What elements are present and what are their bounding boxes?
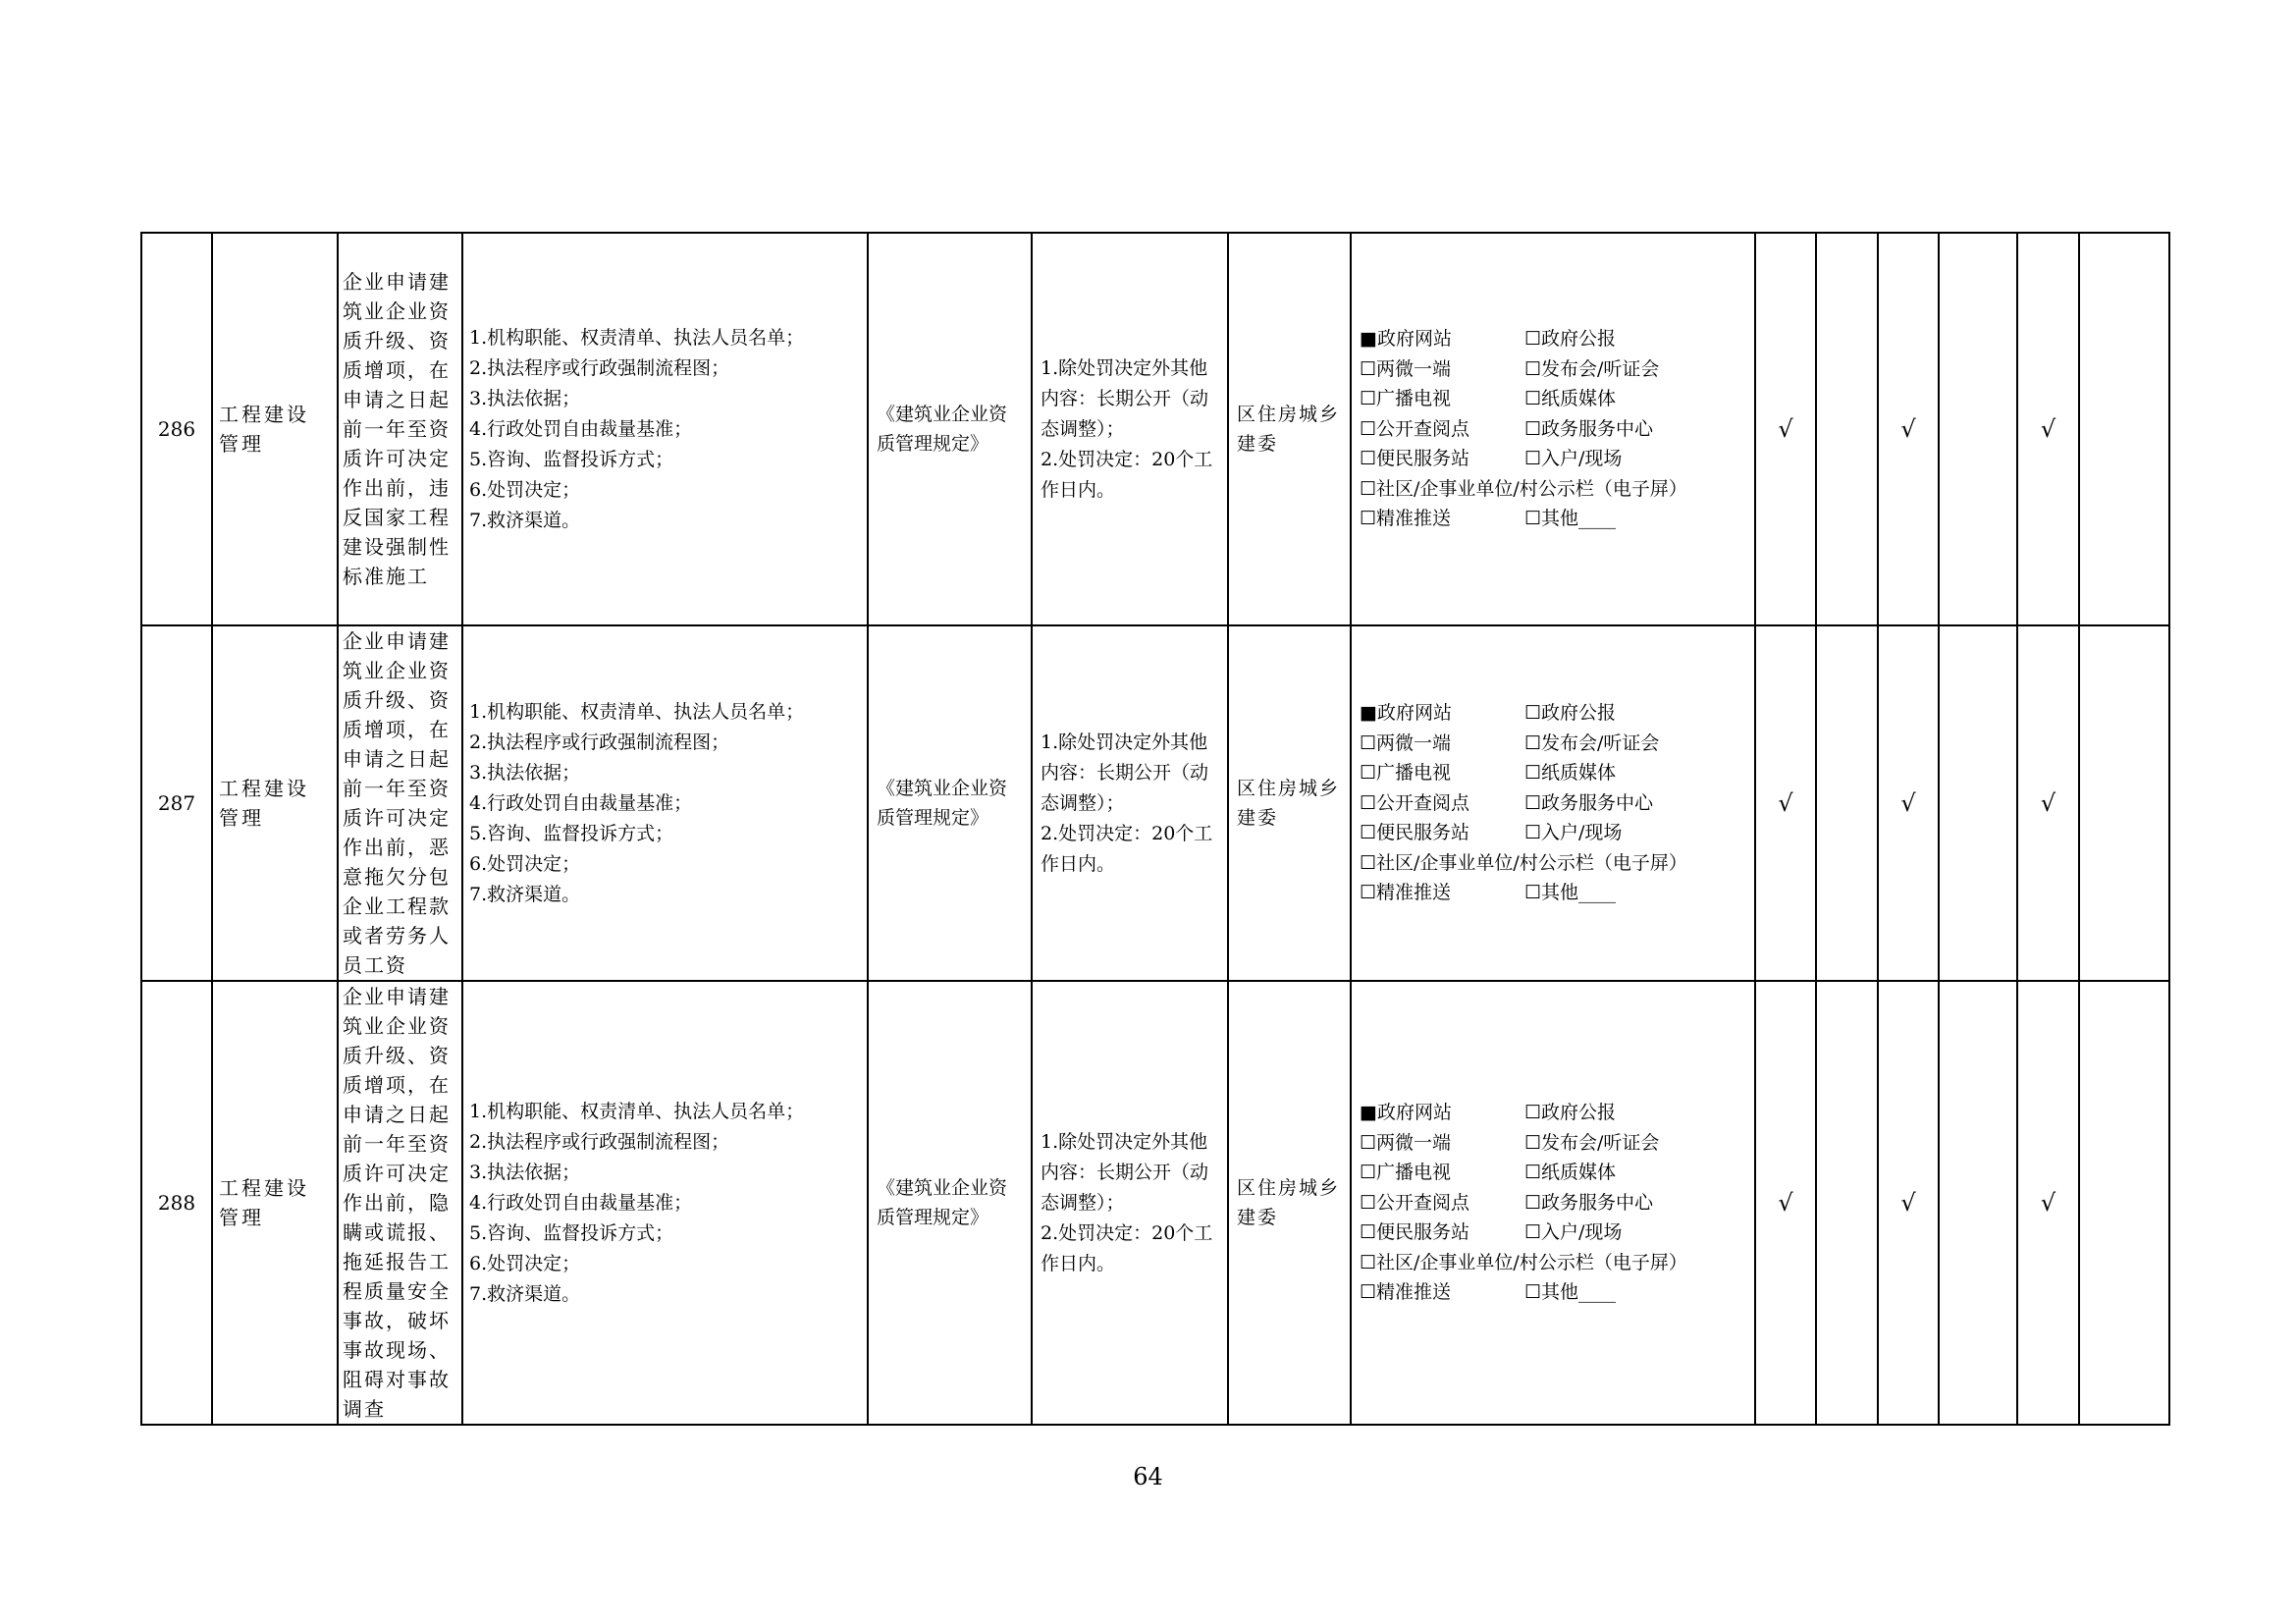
content-item: 1.机构职能、权责清单、执法人员名单； (469, 326, 805, 349)
disclosure-content-cell (462, 233, 868, 625)
time-item: 2.处罚决定：20个工作日内。 (1041, 1221, 1213, 1274)
disclosure-channel-cell (1351, 625, 1755, 981)
content-item: 2.执法程序或行政强制流程图； (469, 731, 730, 753)
tick-cell-0: √ (1755, 625, 1816, 981)
channel-row (1360, 729, 1746, 759)
tick-cell-2: √ (1878, 981, 1939, 1425)
channel-row (1360, 848, 1746, 879)
page-number: 64 (1133, 1463, 1163, 1490)
time-item: 1.除处罚决定外其他内容：长期公开（动态调整）； (1041, 1130, 1209, 1214)
channel-option: ☐发布会/听证会 (1524, 731, 1660, 754)
channel-row (1360, 1158, 1746, 1188)
content-item: 5.咨询、监督投诉方式； (469, 448, 674, 470)
channel-row (1360, 1098, 1746, 1128)
tick-cell-2: √ (1878, 233, 1939, 625)
content-item: 3.执法依据； (469, 387, 581, 409)
channel-option: ☐两微一端 (1360, 1131, 1452, 1154)
channel-option: ☐政府公报 (1524, 702, 1617, 725)
channel-option: ☐精准推送 (1360, 1281, 1452, 1304)
channel-option: ☐便民服务站 (1360, 1221, 1470, 1244)
disclosure-time-cell (1032, 981, 1228, 1425)
channel-row (1360, 1188, 1746, 1218)
channel-option: ☐发布会/听证会 (1524, 357, 1660, 380)
disclosure-channel-cell (1351, 233, 1755, 625)
tick-cell-0: √ (1755, 981, 1816, 1425)
department-cell: 区住房城乡建委 (1228, 233, 1351, 625)
tick-cell-0: √ (1755, 233, 1816, 625)
tick-cell-5 (2079, 981, 2169, 1425)
tick-cell-5 (2079, 625, 2169, 981)
channel-row (1360, 444, 1746, 474)
disclosure-channel-cell (1351, 981, 1755, 1425)
channel-option: ☐政务服务中心 (1524, 417, 1654, 440)
tick-cell-1 (1816, 981, 1878, 1425)
content-item: 6.处罚决定； (469, 852, 581, 875)
table-row (141, 233, 2169, 625)
channel-row (1360, 474, 1746, 505)
content-item: 1.机构职能、权责清单、执法人员名单； (469, 700, 805, 723)
content-item: 3.执法依据； (469, 1161, 581, 1183)
channel-option: ☐公开查阅点 (1360, 791, 1470, 814)
tick-cell-3 (1939, 981, 2017, 1425)
channel-option: ☐政府公报 (1524, 1102, 1617, 1124)
disclosure-time-cell (1032, 233, 1228, 625)
tick-cell-4: √ (2017, 981, 2079, 1425)
channel-option: ☐入户/现场 (1524, 448, 1623, 470)
channel-row (1360, 504, 1746, 534)
table-row (141, 981, 2169, 1425)
tick-cell-1 (1816, 625, 1878, 981)
item-number: 287 (141, 625, 212, 981)
channel-option: ☐入户/现场 (1524, 1221, 1623, 1244)
channel-option: ☐政府公报 (1524, 328, 1617, 351)
time-item: 1.除处罚决定外其他内容：长期公开（动态调整）； (1041, 731, 1209, 814)
channel-option: ☐社区/企事业单位/村公示栏（电子屏） (1360, 851, 1687, 874)
content-item: 4.行政处罚自由裁量基准； (469, 791, 693, 814)
time-item: 2.处罚决定：20个工作日内。 (1041, 448, 1213, 501)
department-cell: 区住房城乡建委 (1228, 625, 1351, 981)
channel-option: ☐两微一端 (1360, 357, 1452, 380)
channel-option: ☐其他____ (1524, 882, 1617, 904)
content-item: 3.执法依据； (469, 761, 581, 784)
category-cell: 工程建设管理 (212, 233, 338, 625)
content-item: 6.处罚决定； (469, 478, 581, 501)
condition-cell: 企业申请建筑业企业资质升级、资质增项，在申请之日起前一年至资质许可决定作出前，隐瞒或谎报、拖延报告工程质量安全事故，破坏事故现场、阻碍对事故调查 (338, 981, 462, 1425)
legal-basis-cell: 《建筑业企业资质管理规定》 (868, 233, 1032, 625)
channel-option: ☐广播电视 (1360, 388, 1452, 410)
category-cell: 工程建设管理 (212, 625, 338, 981)
channel-option: ☐纸质媒体 (1524, 762, 1617, 785)
tick-cell-1 (1816, 233, 1878, 625)
time-item: 1.除处罚决定外其他内容：长期公开（动态调整）； (1041, 356, 1209, 440)
time-item: 2.处罚决定：20个工作日内。 (1041, 822, 1213, 875)
channel-option: ☐精准推送 (1360, 882, 1452, 904)
channel-row (1360, 1248, 1746, 1278)
disclosure-content-cell (462, 625, 868, 981)
channel-option: ☐广播电视 (1360, 1162, 1452, 1184)
tick-cell-3 (1939, 625, 2017, 981)
channel-row (1360, 414, 1746, 445)
channel-row (1360, 1128, 1746, 1159)
channel-row (1360, 324, 1746, 354)
disclosure-content-cell (462, 981, 868, 1425)
content-item: 2.执法程序或行政强制流程图； (469, 1130, 730, 1153)
channel-option: ☐便民服务站 (1360, 822, 1470, 844)
content-item: 1.机构职能、权责清单、执法人员名单； (469, 1100, 805, 1122)
legal-basis-cell: 《建筑业企业资质管理规定》 (868, 981, 1032, 1425)
content-item: 4.行政处罚自由裁量基准； (469, 1191, 693, 1214)
channel-option: ☐精准推送 (1360, 508, 1452, 530)
department-cell: 区住房城乡建委 (1228, 981, 1351, 1425)
tick-cell-4: √ (2017, 233, 2079, 625)
channel-option: ☐公开查阅点 (1360, 417, 1470, 440)
table-row (141, 625, 2169, 981)
item-number: 286 (141, 233, 212, 625)
tick-cell-4: √ (2017, 625, 2079, 981)
channel-option: ■政府网站 (1360, 328, 1452, 351)
channel-option: ☐纸质媒体 (1524, 1162, 1617, 1184)
channel-option: ☐社区/企事业单位/村公示栏（电子屏） (1360, 1251, 1687, 1273)
channel-option: ☐其他____ (1524, 1281, 1617, 1304)
content-item: 5.咨询、监督投诉方式； (469, 1221, 674, 1244)
channel-option: ☐政务服务中心 (1524, 1191, 1654, 1214)
channel-option: ☐发布会/听证会 (1524, 1131, 1660, 1154)
tick-cell-3 (1939, 233, 2017, 625)
content-item: 7.救济渠道。 (469, 883, 581, 905)
channel-row (1360, 384, 1746, 414)
content-item: 5.咨询、监督投诉方式； (469, 822, 674, 844)
channel-option: ■政府网站 (1360, 1102, 1452, 1124)
content-item: 6.处罚决定； (469, 1252, 581, 1274)
channel-option: ☐纸质媒体 (1524, 388, 1617, 410)
channel-option: ☐公开查阅点 (1360, 1191, 1470, 1214)
disclosure-table (140, 232, 2170, 1426)
channel-row (1360, 354, 1746, 385)
item-number: 288 (141, 981, 212, 1425)
condition-cell: 企业申请建筑业企业资质升级、资质增项，在申请之日起前一年至资质许可决定作出前，违反国家工程建设强制性标准施工 (338, 233, 462, 625)
tick-cell-2: √ (1878, 625, 1939, 981)
channel-option: ☐政务服务中心 (1524, 791, 1654, 814)
category-cell: 工程建设管理 (212, 981, 338, 1425)
condition-cell: 企业申请建筑业企业资质升级、资质增项，在申请之日起前一年至资质许可决定作出前，恶意拖欠分包企业工程款或者劳务人员工资 (338, 625, 462, 981)
tick-cell-5 (2079, 233, 2169, 625)
content-item: 4.行政处罚自由裁量基准； (469, 417, 693, 440)
channel-option: ■政府网站 (1360, 702, 1452, 725)
content-item: 7.救济渠道。 (469, 509, 581, 531)
channel-option: ☐其他____ (1524, 508, 1617, 530)
channel-row (1360, 878, 1746, 908)
channel-option: ☐广播电视 (1360, 762, 1452, 785)
channel-option: ☐便民服务站 (1360, 448, 1470, 470)
channel-option: ☐社区/企事业单位/村公示栏（电子屏） (1360, 477, 1687, 500)
legal-basis-cell: 《建筑业企业资质管理规定》 (868, 625, 1032, 981)
content-item: 7.救济渠道。 (469, 1282, 581, 1305)
disclosure-time-cell (1032, 625, 1228, 981)
channel-row (1360, 698, 1746, 729)
channel-row (1360, 758, 1746, 788)
channel-row (1360, 818, 1746, 848)
channel-option: ☐入户/现场 (1524, 822, 1623, 844)
channel-row (1360, 788, 1746, 819)
channel-option: ☐两微一端 (1360, 731, 1452, 754)
content-item: 2.执法程序或行政强制流程图； (469, 356, 730, 379)
channel-row (1360, 1218, 1746, 1248)
channel-row (1360, 1277, 1746, 1308)
